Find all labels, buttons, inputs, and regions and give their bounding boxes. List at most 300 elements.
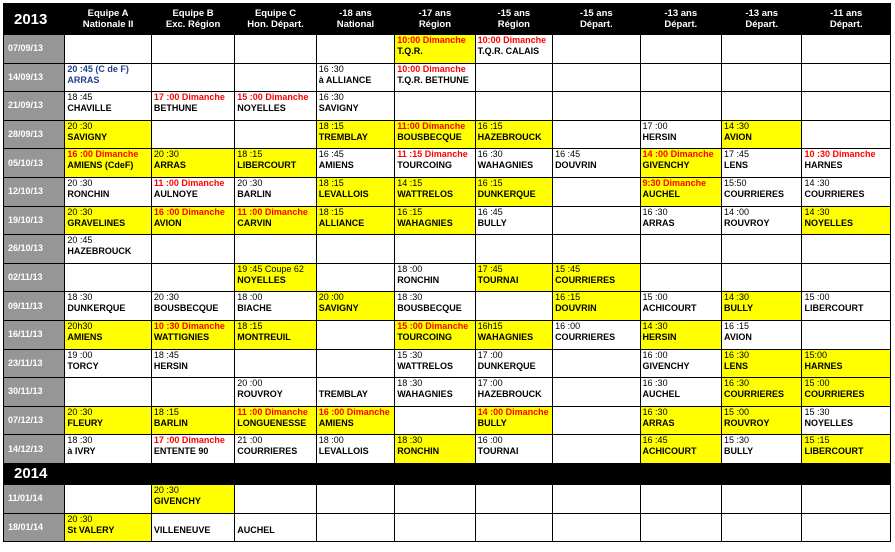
schedule-row xyxy=(4,378,891,407)
match-opponent: GIVENCHY xyxy=(642,160,690,171)
match-cell xyxy=(640,406,721,435)
match-time: 14 :30 xyxy=(724,120,750,131)
match-cell xyxy=(151,292,234,321)
match-opponent: SAVIGNY xyxy=(318,103,359,114)
match-time: 10:00 Dimanche xyxy=(477,35,547,45)
match-date: 07/09/13 xyxy=(4,35,65,64)
match-opponent: HAZEBROUCK xyxy=(477,131,542,142)
schedule-row xyxy=(4,206,891,235)
schedule-row xyxy=(4,120,891,149)
match-cell xyxy=(235,263,316,292)
match-time xyxy=(478,235,552,246)
match-time: 16 :45 xyxy=(477,206,503,217)
match-cell xyxy=(316,378,394,407)
match-time: 15 :30 xyxy=(397,349,423,360)
match-time xyxy=(154,514,234,525)
match-cell xyxy=(395,263,475,292)
match-opponent: FLEURY xyxy=(67,417,104,428)
match-cell xyxy=(395,378,475,407)
match-cell xyxy=(235,320,316,349)
match-time xyxy=(478,485,552,496)
match-cell xyxy=(475,513,552,542)
match-opponent: WAHAGNIES xyxy=(397,389,453,400)
match-cell xyxy=(316,120,394,149)
match-cell xyxy=(235,378,316,407)
column-header-level: Départ. xyxy=(579,19,613,30)
match-time xyxy=(319,485,394,496)
match-date: 11/01/14 xyxy=(4,484,65,513)
match-time: 14 :00 Dimanche xyxy=(642,149,714,160)
match-date: 02/11/13 xyxy=(4,263,65,292)
match-opponent: BARLIN xyxy=(153,417,188,428)
match-time xyxy=(804,121,890,132)
match-cell xyxy=(151,177,234,206)
match-cell xyxy=(151,149,234,178)
match-cell xyxy=(151,513,234,542)
match-cell xyxy=(316,35,394,64)
match-time: 16 :30 xyxy=(642,378,668,389)
match-opponent: GIVENCHY xyxy=(642,360,690,371)
match-opponent: St VALERY xyxy=(67,524,115,535)
match-cell xyxy=(151,35,234,64)
match-opponent: NOYELLES xyxy=(237,274,286,285)
match-cell xyxy=(235,206,316,235)
schedule-row xyxy=(4,177,891,206)
match-time: 17 :00 xyxy=(477,378,503,389)
match-opponent: HAZEBROUCK xyxy=(67,246,132,257)
schedule-row xyxy=(4,513,891,542)
match-time: 11 :15 Dimanche xyxy=(397,149,468,160)
match-cell xyxy=(475,484,552,513)
match-time xyxy=(478,92,552,103)
match-cell xyxy=(640,378,721,407)
column-header-level: Région xyxy=(418,19,452,30)
match-cell xyxy=(395,513,475,542)
column-header-team: Equipe C xyxy=(254,8,297,19)
column-header-team: -17 ans xyxy=(418,8,452,19)
match-cell xyxy=(395,349,475,378)
match-time xyxy=(724,35,801,46)
match-cell xyxy=(316,320,394,349)
match-opponent: VILLENEUVE xyxy=(153,524,211,535)
match-cell xyxy=(475,120,552,149)
match-opponent: BOUSBECQUE xyxy=(397,303,462,314)
column-header-team: -11 ans xyxy=(830,8,863,19)
match-date: 07/12/13 xyxy=(4,406,65,435)
match-cell xyxy=(722,292,802,321)
match-time: 18 :00 xyxy=(237,292,263,303)
match-opponent: HERSIN xyxy=(153,360,188,371)
match-cell xyxy=(722,378,802,407)
match-cell xyxy=(722,35,802,64)
match-cell xyxy=(722,235,802,264)
match-cell xyxy=(722,513,802,542)
match-cell xyxy=(235,292,316,321)
match-time xyxy=(319,35,394,46)
match-cell xyxy=(316,263,394,292)
schedule-row xyxy=(4,63,891,92)
match-opponent: BETHUNE xyxy=(153,103,198,114)
match-opponent: à ALLIANCE xyxy=(318,74,372,85)
match-time: 16 :30 xyxy=(318,63,344,74)
match-time xyxy=(397,92,474,103)
match-cell xyxy=(802,149,891,178)
match-cell xyxy=(640,292,721,321)
match-time xyxy=(555,378,639,389)
match-cell xyxy=(640,263,721,292)
match-time: 11 :00 Dimanche xyxy=(237,406,308,417)
match-cell xyxy=(553,513,640,542)
match-cell xyxy=(553,292,640,321)
schedule-row xyxy=(4,235,891,264)
match-time xyxy=(555,92,639,103)
match-time: 10:00 Dimanche xyxy=(397,35,466,45)
column-header-level: Départ. xyxy=(745,19,779,30)
match-cell xyxy=(553,378,640,407)
column-header-team: Equipe B xyxy=(172,8,214,19)
match-time xyxy=(724,514,801,525)
match-time: 20 :30 xyxy=(67,206,93,217)
match-opponent: TOURNAI xyxy=(477,446,519,457)
match-cell xyxy=(235,349,316,378)
match-cell xyxy=(722,63,802,92)
match-opponent: ARRAS xyxy=(642,417,675,428)
match-cell xyxy=(475,35,552,64)
match-cell xyxy=(65,120,151,149)
match-cell xyxy=(802,63,891,92)
match-cell xyxy=(316,177,394,206)
match-time: 16 :15 xyxy=(477,120,503,131)
match-cell xyxy=(475,378,552,407)
match-cell xyxy=(553,206,640,235)
match-cell xyxy=(802,406,891,435)
match-cell xyxy=(65,92,151,121)
match-date: 26/10/13 xyxy=(4,235,65,264)
column-header xyxy=(802,4,891,35)
match-time xyxy=(237,35,315,46)
match-time: 16 :30 xyxy=(724,378,750,389)
match-time xyxy=(555,514,639,525)
schedule-row xyxy=(4,35,891,64)
match-opponent: AMIENS (CdeF) xyxy=(67,160,134,171)
match-opponent: TOURCOING xyxy=(397,331,453,342)
match-cell xyxy=(553,177,640,206)
match-time: 20 :45 (C de F) xyxy=(67,63,129,74)
match-opponent: ROUVROY xyxy=(724,217,770,228)
match-opponent: HERSIN xyxy=(642,131,677,142)
column-header xyxy=(475,4,552,35)
match-opponent: SAVIGNY xyxy=(318,303,359,314)
match-date: 21/09/13 xyxy=(4,92,65,121)
match-cell xyxy=(553,320,640,349)
column-header xyxy=(235,4,316,35)
match-time: 20 :00 xyxy=(318,292,344,303)
match-time xyxy=(804,264,890,275)
match-time xyxy=(555,407,639,418)
match-cell xyxy=(475,92,552,121)
match-cell xyxy=(722,263,802,292)
match-time xyxy=(397,235,474,246)
match-opponent: DOUVRIN xyxy=(555,303,597,314)
match-cell xyxy=(65,63,151,92)
match-cell xyxy=(65,513,151,542)
match-cell xyxy=(235,35,316,64)
match-cell xyxy=(316,484,394,513)
match-opponent: HAZEBROUCK xyxy=(477,389,542,400)
match-time: 15 :30 xyxy=(804,406,830,417)
match-cell xyxy=(151,378,234,407)
column-header xyxy=(395,4,475,35)
match-date: 14/12/13 xyxy=(4,435,65,464)
match-time: 15 :00 Dimanche xyxy=(397,320,469,331)
match-cell xyxy=(640,435,721,464)
match-time: 16 :30 xyxy=(642,406,668,417)
match-cell xyxy=(475,406,552,435)
match-cell xyxy=(802,378,891,407)
match-cell xyxy=(395,206,475,235)
match-opponent: NOYELLES xyxy=(237,103,286,114)
match-cell xyxy=(65,149,151,178)
match-time xyxy=(154,264,234,275)
match-opponent: AUCHEL xyxy=(642,188,681,199)
match-cell xyxy=(640,320,721,349)
match-cell xyxy=(151,63,234,92)
match-opponent: TORCY xyxy=(67,360,99,371)
match-opponent: DUNKERQUE xyxy=(67,303,126,314)
match-time: 17 :00 xyxy=(642,120,668,131)
schedule-row xyxy=(4,292,891,321)
column-header-level: Nationale II xyxy=(82,19,134,30)
match-cell xyxy=(640,349,721,378)
match-cell xyxy=(722,206,802,235)
column-header-level: Région xyxy=(497,19,530,30)
match-time xyxy=(319,321,394,332)
match-time: 17 :45 xyxy=(724,149,750,160)
match-cell xyxy=(640,35,721,64)
match-time xyxy=(237,485,315,496)
match-opponent: WAHAGNIES xyxy=(397,217,453,228)
match-time: 15 :00 xyxy=(804,292,830,303)
match-time xyxy=(555,178,639,189)
match-opponent: ROUVROY xyxy=(237,389,283,400)
match-time xyxy=(643,235,721,246)
match-opponent: LEVALLOIS xyxy=(318,446,369,457)
match-cell xyxy=(395,149,475,178)
match-opponent: COURRIERES xyxy=(724,188,785,199)
match-opponent: AUCHEL xyxy=(642,389,681,400)
match-date: 30/11/13 xyxy=(4,378,65,407)
match-time: 18 :30 xyxy=(67,435,93,446)
match-time xyxy=(724,485,801,496)
column-header-team: Equipe A xyxy=(87,8,129,19)
match-opponent: NOYELLES xyxy=(804,417,853,428)
match-time: 20 :30 xyxy=(237,177,263,188)
match-opponent: LIBERCOURT xyxy=(804,303,864,314)
match-cell xyxy=(151,349,234,378)
match-cell xyxy=(802,320,891,349)
match-opponent: COURRIERES xyxy=(724,389,785,400)
match-cell xyxy=(395,484,475,513)
match-time: 18 :45 xyxy=(67,92,93,103)
match-opponent: LONGUENESSE xyxy=(237,417,307,428)
match-cell xyxy=(802,35,891,64)
column-header-team: -13 ans xyxy=(745,8,779,19)
match-cell xyxy=(65,263,151,292)
match-cell xyxy=(640,63,721,92)
match-opponent: BOUSBECQUE xyxy=(153,303,219,314)
match-time: 15 :00 xyxy=(642,292,668,303)
column-header xyxy=(151,4,234,35)
match-date: 23/11/13 xyxy=(4,349,65,378)
match-time: 16 :00 Dimanche xyxy=(67,149,139,160)
match-time: 16 :45 xyxy=(318,149,344,160)
match-cell xyxy=(65,320,151,349)
match-cell xyxy=(553,435,640,464)
match-time: 19 :45 Coupe 62 xyxy=(237,263,304,274)
match-time: 16 :00 xyxy=(555,320,581,331)
match-opponent: ENTENTE 90 xyxy=(153,446,209,457)
year-divider: 2014 xyxy=(4,463,891,484)
match-opponent: AVION xyxy=(724,131,752,142)
match-opponent: RONCHIN xyxy=(397,274,440,285)
match-time: 14 :30 xyxy=(804,177,830,188)
match-cell xyxy=(235,235,316,264)
schedule-row xyxy=(4,92,891,121)
match-opponent: COURRIERES xyxy=(804,188,865,199)
match-opponent: GIVENCHY xyxy=(153,495,201,506)
match-time: 20 :00 xyxy=(237,378,263,389)
match-opponent: à IVRY xyxy=(67,446,96,457)
match-time: 16 :30 xyxy=(477,149,503,160)
match-cell xyxy=(65,378,151,407)
match-time: 20 :30 xyxy=(67,513,93,524)
match-cell xyxy=(151,320,234,349)
column-header-level: Exc. Région xyxy=(165,19,221,30)
match-cell xyxy=(395,435,475,464)
match-cell xyxy=(316,292,394,321)
match-time xyxy=(397,514,474,525)
match-cell xyxy=(475,349,552,378)
match-time: 14 :30 xyxy=(642,320,668,331)
match-time xyxy=(555,121,639,132)
match-cell xyxy=(722,349,802,378)
match-opponent: AMIENS xyxy=(318,417,354,428)
match-time: 18 :30 xyxy=(397,378,423,389)
match-time: 10 :30 Dimanche xyxy=(153,320,225,331)
match-opponent: LIBERCOURT xyxy=(237,160,297,171)
match-time: 21 :00 xyxy=(237,435,263,446)
match-time: 14 :30 xyxy=(724,292,750,303)
match-cell xyxy=(395,35,475,64)
match-time xyxy=(643,485,721,496)
match-time: 16 :15 xyxy=(724,320,750,331)
match-cell xyxy=(640,513,721,542)
match-time: 18 :15 xyxy=(318,206,344,217)
match-time: 15 :45 xyxy=(555,263,581,274)
match-time: 15 :00 xyxy=(804,378,830,389)
match-cell xyxy=(316,349,394,378)
match-cell xyxy=(475,206,552,235)
match-time xyxy=(478,292,552,303)
match-time xyxy=(67,378,150,389)
match-cell xyxy=(802,92,891,121)
match-time: 17 :00 Dimanche xyxy=(153,92,225,103)
match-time: 18 :15 xyxy=(318,120,344,131)
match-date: 09/11/13 xyxy=(4,292,65,321)
column-header-level: Départ. xyxy=(664,19,698,30)
match-time: 18 :30 xyxy=(397,292,423,303)
match-cell xyxy=(65,35,151,64)
match-opponent: LIBERCOURT xyxy=(804,446,864,457)
match-cell xyxy=(235,484,316,513)
match-opponent: DUNKERQUE xyxy=(477,360,536,371)
match-time: 20 :30 xyxy=(67,177,93,188)
match-time xyxy=(154,235,234,246)
match-time xyxy=(724,92,801,103)
match-opponent: AVION xyxy=(724,331,752,342)
match-time xyxy=(643,64,721,75)
match-opponent: HARNES xyxy=(804,160,843,171)
column-header xyxy=(65,4,151,35)
match-cell xyxy=(475,177,552,206)
match-time xyxy=(237,64,315,75)
match-time: 17 :00 xyxy=(477,349,503,360)
year-text: 2013 xyxy=(14,10,48,28)
match-time xyxy=(804,235,890,246)
match-cell xyxy=(553,35,640,64)
match-time xyxy=(237,235,315,246)
match-time xyxy=(154,64,234,75)
match-opponent: AMIENS xyxy=(318,160,354,171)
match-time xyxy=(643,514,721,525)
match-time: 15:00 xyxy=(804,349,827,360)
match-cell xyxy=(65,235,151,264)
match-time: 18 :15 xyxy=(153,406,179,417)
match-opponent: NOYELLES xyxy=(804,217,853,228)
match-opponent: AULNOYE xyxy=(153,188,198,199)
match-opponent: GRAVELINES xyxy=(67,217,126,228)
column-header-team: -15 ans xyxy=(497,8,531,19)
match-time: 16h15 xyxy=(477,320,503,331)
match-time: 16 :45 xyxy=(555,149,581,160)
match-cell xyxy=(553,120,640,149)
match-cell xyxy=(65,435,151,464)
schedule-body xyxy=(4,4,891,542)
match-time xyxy=(319,378,394,389)
match-cell xyxy=(802,349,891,378)
match-time xyxy=(555,64,639,75)
column-header-team: -15 ans xyxy=(579,8,613,19)
match-date: 18/01/14 xyxy=(4,513,65,542)
match-cell xyxy=(802,235,891,264)
match-time xyxy=(804,64,890,75)
match-cell xyxy=(395,235,475,264)
match-cell xyxy=(235,177,316,206)
match-opponent: CARVIN xyxy=(237,217,272,228)
match-time xyxy=(804,35,890,46)
match-cell xyxy=(475,235,552,264)
match-time: 14 :00 Dimanche xyxy=(477,406,549,417)
match-opponent: ALLIANCE xyxy=(318,217,365,228)
match-cell xyxy=(151,206,234,235)
match-cell xyxy=(151,263,234,292)
match-time: 15 :30 xyxy=(724,435,750,446)
match-time xyxy=(397,485,474,496)
match-time: 18 :15 xyxy=(318,177,344,188)
match-cell xyxy=(395,120,475,149)
match-cell xyxy=(235,120,316,149)
match-cell xyxy=(640,177,721,206)
